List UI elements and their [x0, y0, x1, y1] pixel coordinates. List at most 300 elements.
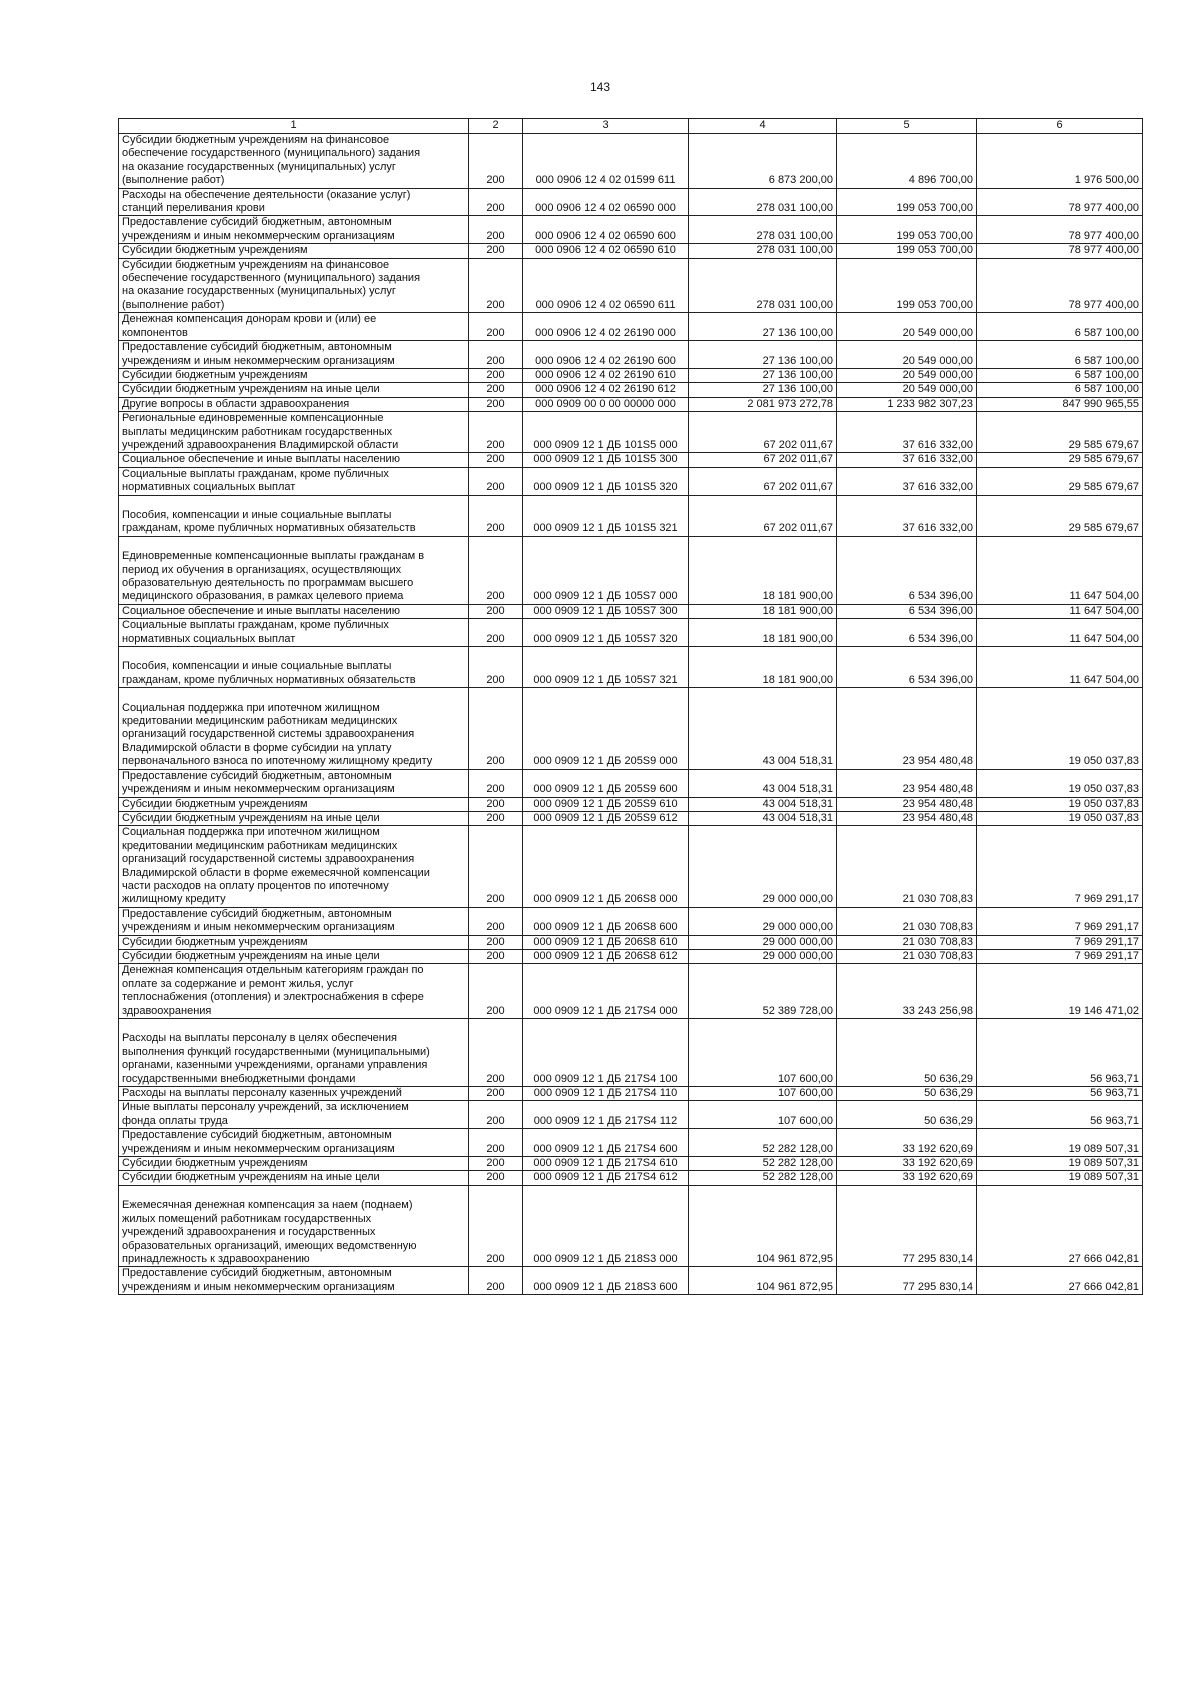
- row-value-6: 7 969 291,17: [977, 826, 1143, 907]
- row-value-5: 37 616 332,00: [837, 467, 977, 495]
- row-value-6: 56 963,71: [977, 1101, 1143, 1129]
- row-value-4: 29 000 000,00: [689, 935, 837, 949]
- row-name: [119, 604, 469, 618]
- row-name-line: Социальное обеспечение и иные выплаты населению: [122, 604, 400, 617]
- row-name: [119, 216, 469, 244]
- row-code-2: 200: [469, 1185, 523, 1266]
- row-value-4: 27 136 100,00: [689, 313, 837, 341]
- row-code-2: 200: [469, 134, 523, 189]
- row-value-6: 19 050 037,83: [977, 797, 1143, 811]
- row-name-line: Предоставление субсидий бюджетным, автономным: [122, 216, 392, 229]
- table-row: [119, 1019, 1143, 1087]
- row-code-2: 200: [469, 467, 523, 495]
- row-value-5: 23 954 480,48: [837, 769, 977, 797]
- row-value-6: 847 990 965,55: [977, 397, 1143, 411]
- row-name-line: Региональные единовременные компенсационные: [122, 412, 384, 425]
- row-value-5: 21 030 708,83: [837, 949, 977, 963]
- row-code-2: 200: [469, 1101, 523, 1129]
- row-code-2: 200: [469, 949, 523, 963]
- row-name-line: (выполнение работ): [122, 174, 225, 187]
- row-value-5: 199 053 700,00: [837, 244, 977, 258]
- row-name: [119, 536, 469, 604]
- row-code-3: 000 0909 12 1 ДБ 217S4 100: [523, 1019, 689, 1087]
- table-row: [119, 1129, 1143, 1157]
- row-value-6: 6 587 100,00: [977, 341, 1143, 369]
- row-code-2: 200: [469, 1267, 523, 1295]
- row-code-3: 000 0909 12 1 ДБ 105S7 321: [523, 647, 689, 688]
- row-name: [119, 341, 469, 369]
- row-value-5: 4 896 700,00: [837, 134, 977, 189]
- row-name-line: теплоснабжения (отопления) и электроснабжения в сфере: [122, 991, 424, 1004]
- row-value-4: 107 600,00: [689, 1019, 837, 1087]
- row-name-line: медицинского образования, в рамках целевого приема: [122, 590, 404, 603]
- row-value-6: 6 587 100,00: [977, 313, 1143, 341]
- table-row: [119, 826, 1143, 907]
- row-value-4: 27 136 100,00: [689, 341, 837, 369]
- row-value-6: 19 089 507,31: [977, 1129, 1143, 1157]
- row-name-line: Расходы на выплаты персоналу казенных учреждений: [122, 1087, 402, 1100]
- row-name: [119, 368, 469, 382]
- row-name-line: Субсидии бюджетным учреждениям на финансовое: [122, 134, 390, 146]
- row-name-line: учреждениям и иным некоммерческим организациям: [122, 1142, 395, 1155]
- row-name: [119, 134, 469, 189]
- row-value-4: 43 004 518,31: [689, 688, 837, 769]
- row-name-line: учреждениям и иным некоммерческим организациям: [122, 783, 395, 796]
- row-name-line: обеспечение государственного (муниципального) задания: [122, 272, 421, 285]
- row-value-4: 278 031 100,00: [689, 244, 837, 258]
- row-value-5: 37 616 332,00: [837, 495, 977, 536]
- row-code-2: 200: [469, 935, 523, 949]
- row-name: [119, 1171, 469, 1185]
- row-code-3: 000 0909 12 1 ДБ 206S8 612: [523, 949, 689, 963]
- row-name-line: Субсидии бюджетным учреждениям на финансовое: [122, 258, 390, 271]
- row-value-5: 6 534 396,00: [837, 604, 977, 618]
- row-value-5: 77 295 830,14: [837, 1267, 977, 1295]
- row-code-2: 200: [469, 604, 523, 618]
- row-name: [119, 1157, 469, 1171]
- row-name: [119, 826, 469, 907]
- row-code-3: 000 0909 12 1 ДБ 206S8 600: [523, 907, 689, 935]
- row-value-4: 18 181 900,00: [689, 619, 837, 647]
- row-name-line: части расходов на оплату процентов по ипотечному: [122, 879, 389, 892]
- row-name-line: органами, казенными учреждениями, органами управления: [122, 1059, 428, 1072]
- row-name-line: кредитовании медицинским работникам медицинских: [122, 715, 398, 728]
- table-row: [119, 368, 1143, 382]
- row-code-3: 000 0906 12 4 02 26190 000: [523, 313, 689, 341]
- row-value-5: 37 616 332,00: [837, 453, 977, 467]
- row-code-3: 000 0909 12 1 ДБ 217S4 112: [523, 1101, 689, 1129]
- row-value-6: 78 977 400,00: [977, 244, 1143, 258]
- row-value-5: 20 549 000,00: [837, 341, 977, 369]
- row-name-line: выполнения функций государственными (муниципальными): [122, 1045, 430, 1058]
- row-name-line: принадлежность к здравоохранению: [122, 1252, 310, 1265]
- row-value-5: 50 636,29: [837, 1101, 977, 1129]
- row-value-4: 104 961 872,95: [689, 1267, 837, 1295]
- table-row: [119, 1101, 1143, 1129]
- row-name: [119, 907, 469, 935]
- row-value-6: 6 587 100,00: [977, 368, 1143, 382]
- row-name: [119, 647, 469, 688]
- table-row: [119, 258, 1143, 313]
- row-name: [119, 1019, 469, 1087]
- row-name-line: жилых помещений работникам государственных: [122, 1212, 372, 1225]
- row-name-line: гражданам, кроме публичных нормативных обязательств: [122, 673, 416, 686]
- row-name: [119, 1185, 469, 1266]
- row-code-3: 000 0909 12 1 ДБ 105S7 000: [523, 536, 689, 604]
- row-name-line: [122, 537, 465, 550]
- row-code-2: 200: [469, 1087, 523, 1101]
- row-code-3: 000 0909 12 1 ДБ 105S7 300: [523, 604, 689, 618]
- row-name-line: [122, 1019, 465, 1032]
- row-name-line: Иные выплаты персоналу учреждений, за исключением: [122, 1101, 409, 1114]
- row-value-6: 19 089 507,31: [977, 1171, 1143, 1185]
- row-value-4: 52 282 128,00: [689, 1129, 837, 1157]
- page-number: 143: [589, 80, 611, 94]
- row-name-line: учреждениям и иным некоммерческим организациям: [122, 229, 395, 242]
- row-value-6: 29 585 679,67: [977, 467, 1143, 495]
- row-value-4: 29 000 000,00: [689, 826, 837, 907]
- table-row: [119, 1171, 1143, 1185]
- row-code-3: 000 0909 12 1 ДБ 205S9 600: [523, 769, 689, 797]
- table-row: [119, 134, 1143, 189]
- row-value-5: 33 192 620,69: [837, 1157, 977, 1171]
- column-header-6: 6: [977, 119, 1143, 134]
- row-value-6: 56 963,71: [977, 1087, 1143, 1101]
- row-name-line: Субсидии бюджетным учреждениям: [122, 244, 308, 257]
- row-name-line: фонда оплаты труда: [122, 1114, 228, 1127]
- table-row: [119, 383, 1143, 397]
- table-row: [119, 811, 1143, 825]
- row-name-line: Субсидии бюджетным учреждениям: [122, 368, 308, 381]
- row-code-3: 000 0909 12 1 ДБ 217S4 600: [523, 1129, 689, 1157]
- row-value-4: 43 004 518,31: [689, 811, 837, 825]
- row-name: [119, 244, 469, 258]
- row-name: [119, 935, 469, 949]
- row-value-6: 19 050 037,83: [977, 811, 1143, 825]
- row-value-4: 18 181 900,00: [689, 536, 837, 604]
- row-code-2: 200: [469, 811, 523, 825]
- table-row: [119, 964, 1143, 1019]
- row-value-6: 78 977 400,00: [977, 188, 1143, 216]
- row-name-line: нормативных социальных выплат: [122, 481, 296, 494]
- row-value-5: 77 295 830,14: [837, 1185, 977, 1266]
- row-value-4: 107 600,00: [689, 1101, 837, 1129]
- row-value-4: 278 031 100,00: [689, 216, 837, 244]
- row-name-line: жилищному кредиту: [122, 893, 226, 906]
- row-name-line: Денежная компенсация донорам крови и (или) ее: [122, 313, 377, 326]
- row-value-5: 33 192 620,69: [837, 1171, 977, 1185]
- row-name: [119, 397, 469, 411]
- row-value-5: 23 954 480,48: [837, 797, 977, 811]
- column-header-2: 2: [469, 119, 523, 134]
- row-value-4: 52 282 128,00: [689, 1157, 837, 1171]
- column-header-1: 1: [119, 119, 469, 134]
- row-value-5: 37 616 332,00: [837, 412, 977, 453]
- row-value-6: 29 585 679,67: [977, 495, 1143, 536]
- row-value-4: 29 000 000,00: [689, 907, 837, 935]
- row-code-3: 000 0909 12 1 ДБ 101S5 320: [523, 467, 689, 495]
- table-row: [119, 313, 1143, 341]
- row-name: [119, 453, 469, 467]
- row-code-3: 000 0909 12 1 ДБ 101S5 000: [523, 412, 689, 453]
- table-body: [119, 134, 1143, 1295]
- row-value-4: 6 873 200,00: [689, 134, 837, 189]
- row-code-3: 000 0909 12 1 ДБ 217S4 610: [523, 1157, 689, 1171]
- row-value-4: 18 181 900,00: [689, 647, 837, 688]
- row-name-line: организаций государственной системы здравоохранения: [122, 853, 415, 866]
- row-code-2: 200: [469, 826, 523, 907]
- row-name-line: Владимирской области в форме субсидии на уплату: [122, 741, 392, 754]
- row-value-5: 6 534 396,00: [837, 647, 977, 688]
- row-value-6: 7 969 291,17: [977, 935, 1143, 949]
- row-name: [119, 619, 469, 647]
- row-code-3: 000 0909 12 1 ДБ 101S5 321: [523, 495, 689, 536]
- row-value-4: 43 004 518,31: [689, 797, 837, 811]
- row-name-line: Субсидии бюджетным учреждениям на иные цели: [122, 383, 380, 396]
- table-row: [119, 412, 1143, 453]
- row-value-4: 52 389 728,00: [689, 964, 837, 1019]
- row-name-line: Субсидии бюджетным учреждениям на иные цели: [122, 811, 380, 824]
- row-name: [119, 313, 469, 341]
- row-name-line: гражданам, кроме публичных нормативных обязательств: [122, 522, 416, 535]
- row-code-2: 200: [469, 453, 523, 467]
- row-name: [119, 1087, 469, 1101]
- row-value-4: 2 081 973 272,78: [689, 397, 837, 411]
- row-name-line: Субсидии бюджетным учреждениям на иные цели: [122, 1171, 380, 1184]
- row-value-4: 67 202 011,67: [689, 495, 837, 536]
- row-name-line: станций переливания крови: [122, 202, 265, 215]
- row-code-2: 200: [469, 341, 523, 369]
- budget-table: [118, 118, 1143, 1295]
- row-code-3: 000 0906 12 4 02 26190 600: [523, 341, 689, 369]
- column-header-3: 3: [523, 119, 689, 134]
- row-code-3: 000 0909 12 1 ДБ 218S3 600: [523, 1267, 689, 1295]
- column-header-5: 5: [837, 119, 977, 134]
- row-name: [119, 1267, 469, 1295]
- row-code-2: 200: [469, 907, 523, 935]
- row-name-line: учреждениям и иным некоммерческим организациям: [122, 354, 395, 367]
- row-code-3: 000 0909 12 1 ДБ 206S8 000: [523, 826, 689, 907]
- row-code-2: 200: [469, 1129, 523, 1157]
- row-name-line: учреждений здравоохранения Владимирской области: [122, 438, 399, 451]
- row-name-line: компонентов: [122, 326, 188, 339]
- row-value-4: 27 136 100,00: [689, 368, 837, 382]
- row-code-3: 000 0906 12 4 02 06590 600: [523, 216, 689, 244]
- row-value-6: 56 963,71: [977, 1019, 1143, 1087]
- table-row: [119, 949, 1143, 963]
- row-name-line: Социальные выплаты гражданам, кроме публичных: [122, 467, 389, 480]
- row-code-2: 200: [469, 397, 523, 411]
- header-row: [119, 119, 1143, 134]
- row-name-line: Другие вопросы в области здравоохранения: [122, 397, 350, 410]
- row-value-6: 29 585 679,67: [977, 412, 1143, 453]
- row-name-line: [122, 647, 465, 660]
- row-code-2: 200: [469, 964, 523, 1019]
- row-name-line: [122, 496, 465, 509]
- row-name-line: учреждений здравоохранения и государственных: [122, 1226, 376, 1239]
- row-value-5: 199 053 700,00: [837, 188, 977, 216]
- row-code-2: 200: [469, 244, 523, 258]
- row-name-line: Предоставление субсидий бюджетным, автономным: [122, 1129, 392, 1142]
- row-name: [119, 811, 469, 825]
- row-value-5: 33 192 620,69: [837, 1129, 977, 1157]
- row-name-line: Социальное обеспечение и иные выплаты населению: [122, 453, 400, 466]
- row-name-line: Предоставление субсидий бюджетным, автономным: [122, 341, 392, 354]
- row-name-line: Субсидии бюджетным учреждениям: [122, 797, 308, 810]
- row-code-2: 200: [469, 313, 523, 341]
- row-value-5: 1 233 982 307,23: [837, 397, 977, 411]
- row-code-3: 000 0909 12 1 ДБ 205S9 000: [523, 688, 689, 769]
- row-name-line: Единовременные компенсационные выплаты гражданам в: [122, 550, 425, 563]
- row-code-2: 200: [469, 647, 523, 688]
- row-code-2: 200: [469, 536, 523, 604]
- row-name: [119, 495, 469, 536]
- row-name-line: Расходы на выплаты персоналу в целях обеспечения: [122, 1032, 397, 1045]
- row-value-6: 1 976 500,00: [977, 134, 1143, 189]
- row-name-line: Предоставление субсидий бюджетным, автономным: [122, 769, 392, 782]
- row-value-6: 7 969 291,17: [977, 907, 1143, 935]
- table-row: [119, 453, 1143, 467]
- row-value-5: 23 954 480,48: [837, 811, 977, 825]
- row-name-line: Социальная поддержка при ипотечном жилищном: [122, 826, 380, 839]
- table-row: [119, 907, 1143, 935]
- row-name: [119, 1101, 469, 1129]
- row-code-2: 200: [469, 412, 523, 453]
- row-name: [119, 188, 469, 216]
- row-name-line: образовательную деятельность по программам высшего: [122, 577, 414, 589]
- row-name-line: Предоставление субсидий бюджетным, автономным: [122, 907, 392, 920]
- row-value-5: 21 030 708,83: [837, 826, 977, 907]
- row-value-6: 19 050 037,83: [977, 688, 1143, 769]
- row-code-3: 000 0909 12 1 ДБ 218S3 000: [523, 1185, 689, 1266]
- row-value-6: 11 647 504,00: [977, 619, 1143, 647]
- row-name-line: учреждениям и иным некоммерческим организациям: [122, 1280, 395, 1293]
- row-name-line: здравоохранения: [122, 1004, 212, 1017]
- table-row: [119, 797, 1143, 811]
- row-value-5: 20 549 000,00: [837, 383, 977, 397]
- row-code-2: 200: [469, 216, 523, 244]
- row-name-line: на оказание государственных (муниципальных) услуг: [122, 160, 396, 173]
- row-code-2: 200: [469, 188, 523, 216]
- row-code-2: 200: [469, 383, 523, 397]
- table-row: [119, 467, 1143, 495]
- table-row: [119, 244, 1143, 258]
- row-name-line: на оказание государственных (муниципальных) услуг: [122, 285, 396, 298]
- row-name: [119, 688, 469, 769]
- row-value-4: 52 282 128,00: [689, 1171, 837, 1185]
- row-name-line: первоначального взноса по ипотечному жилищному кредиту: [122, 755, 433, 768]
- row-name-line: Субсидии бюджетным учреждениям: [122, 935, 308, 948]
- row-value-5: 50 636,29: [837, 1019, 977, 1087]
- row-code-3: 000 0909 12 1 ДБ 105S7 320: [523, 619, 689, 647]
- table-row: [119, 495, 1143, 536]
- row-name-line: Денежная компенсация отдельным категориям граждан по: [122, 964, 424, 977]
- row-value-6: 6 587 100,00: [977, 383, 1143, 397]
- table-row: [119, 769, 1143, 797]
- row-name-line: организаций государственной системы здравоохранения: [122, 728, 415, 741]
- row-name-line: Социальная поддержка при ипотечном жилищном: [122, 701, 380, 714]
- row-value-5: 23 954 480,48: [837, 688, 977, 769]
- row-name-line: Пособия, компенсации и иные социальные выплаты: [122, 660, 392, 673]
- table-row: [119, 216, 1143, 244]
- row-code-2: 200: [469, 258, 523, 313]
- row-name: [119, 964, 469, 1019]
- row-code-3: 000 0909 12 1 ДБ 217S4 000: [523, 964, 689, 1019]
- row-name-line: Предоставление субсидий бюджетным, автономным: [122, 1267, 392, 1280]
- row-code-3: 000 0909 12 1 ДБ 205S9 610: [523, 797, 689, 811]
- row-name-line: Ежемесячная денежная компенсация за наем (поднаем): [122, 1199, 413, 1212]
- table-row: [119, 341, 1143, 369]
- row-value-5: 33 243 256,98: [837, 964, 977, 1019]
- row-value-5: 20 549 000,00: [837, 368, 977, 382]
- row-name-line: учреждениям и иным некоммерческим организациям: [122, 921, 395, 934]
- row-code-2: 200: [469, 495, 523, 536]
- row-value-6: 27 666 042,81: [977, 1185, 1143, 1266]
- row-name: [119, 949, 469, 963]
- table-row: [119, 1185, 1143, 1266]
- row-code-3: 000 0909 12 1 ДБ 205S9 612: [523, 811, 689, 825]
- row-name-line: Субсидии бюджетным учреждениям на иные цели: [122, 949, 380, 962]
- table-header: [119, 119, 1143, 134]
- row-name-line: Субсидии бюджетным учреждениям: [122, 1157, 308, 1170]
- row-value-5: 21 030 708,83: [837, 935, 977, 949]
- table-row: [119, 1267, 1143, 1295]
- row-value-5: 6 534 396,00: [837, 619, 977, 647]
- row-value-4: 67 202 011,67: [689, 412, 837, 453]
- table-row: [119, 619, 1143, 647]
- row-name-line: нормативных социальных выплат: [122, 632, 296, 645]
- row-value-6: 78 977 400,00: [977, 258, 1143, 313]
- table-row: [119, 536, 1143, 604]
- row-value-4: 67 202 011,67: [689, 453, 837, 467]
- row-value-6: 27 666 042,81: [977, 1267, 1143, 1295]
- row-name-line: (выполнение работ): [122, 298, 225, 311]
- table-row: [119, 647, 1143, 688]
- row-value-4: 67 202 011,67: [689, 467, 837, 495]
- row-value-4: 107 600,00: [689, 1087, 837, 1101]
- row-value-6: 19 146 471,02: [977, 964, 1143, 1019]
- row-value-4: 104 961 872,95: [689, 1185, 837, 1266]
- row-name: [119, 797, 469, 811]
- row-name: [119, 1129, 469, 1157]
- row-code-3: 000 0909 12 1 ДБ 101S5 300: [523, 453, 689, 467]
- row-value-4: 43 004 518,31: [689, 769, 837, 797]
- row-value-4: 18 181 900,00: [689, 604, 837, 618]
- row-name: [119, 467, 469, 495]
- row-code-3: 000 0909 12 1 ДБ 206S8 610: [523, 935, 689, 949]
- row-name: [119, 383, 469, 397]
- row-value-4: 278 031 100,00: [689, 188, 837, 216]
- row-code-3: 000 0906 12 4 02 06590 000: [523, 188, 689, 216]
- row-value-5: 21 030 708,83: [837, 907, 977, 935]
- row-code-3: 000 0906 12 4 02 26190 610: [523, 368, 689, 382]
- row-value-6: 19 089 507,31: [977, 1157, 1143, 1171]
- row-code-2: 200: [469, 1171, 523, 1185]
- row-value-6: 19 050 037,83: [977, 769, 1143, 797]
- row-name: [119, 769, 469, 797]
- row-code-2: 200: [469, 1157, 523, 1171]
- row-name-line: период их обучения в организациях, осуществляющих: [122, 563, 402, 576]
- row-name-line: [122, 1186, 465, 1199]
- column-header-4: 4: [689, 119, 837, 134]
- row-name-line: Расходы на обеспечение деятельности (оказание услуг): [122, 188, 411, 201]
- table-row: [119, 604, 1143, 618]
- row-value-6: 78 977 400,00: [977, 216, 1143, 244]
- row-value-6: 11 647 504,00: [977, 604, 1143, 618]
- row-value-6: 29 585 679,67: [977, 453, 1143, 467]
- table-row: [119, 688, 1143, 769]
- table-row: [119, 935, 1143, 949]
